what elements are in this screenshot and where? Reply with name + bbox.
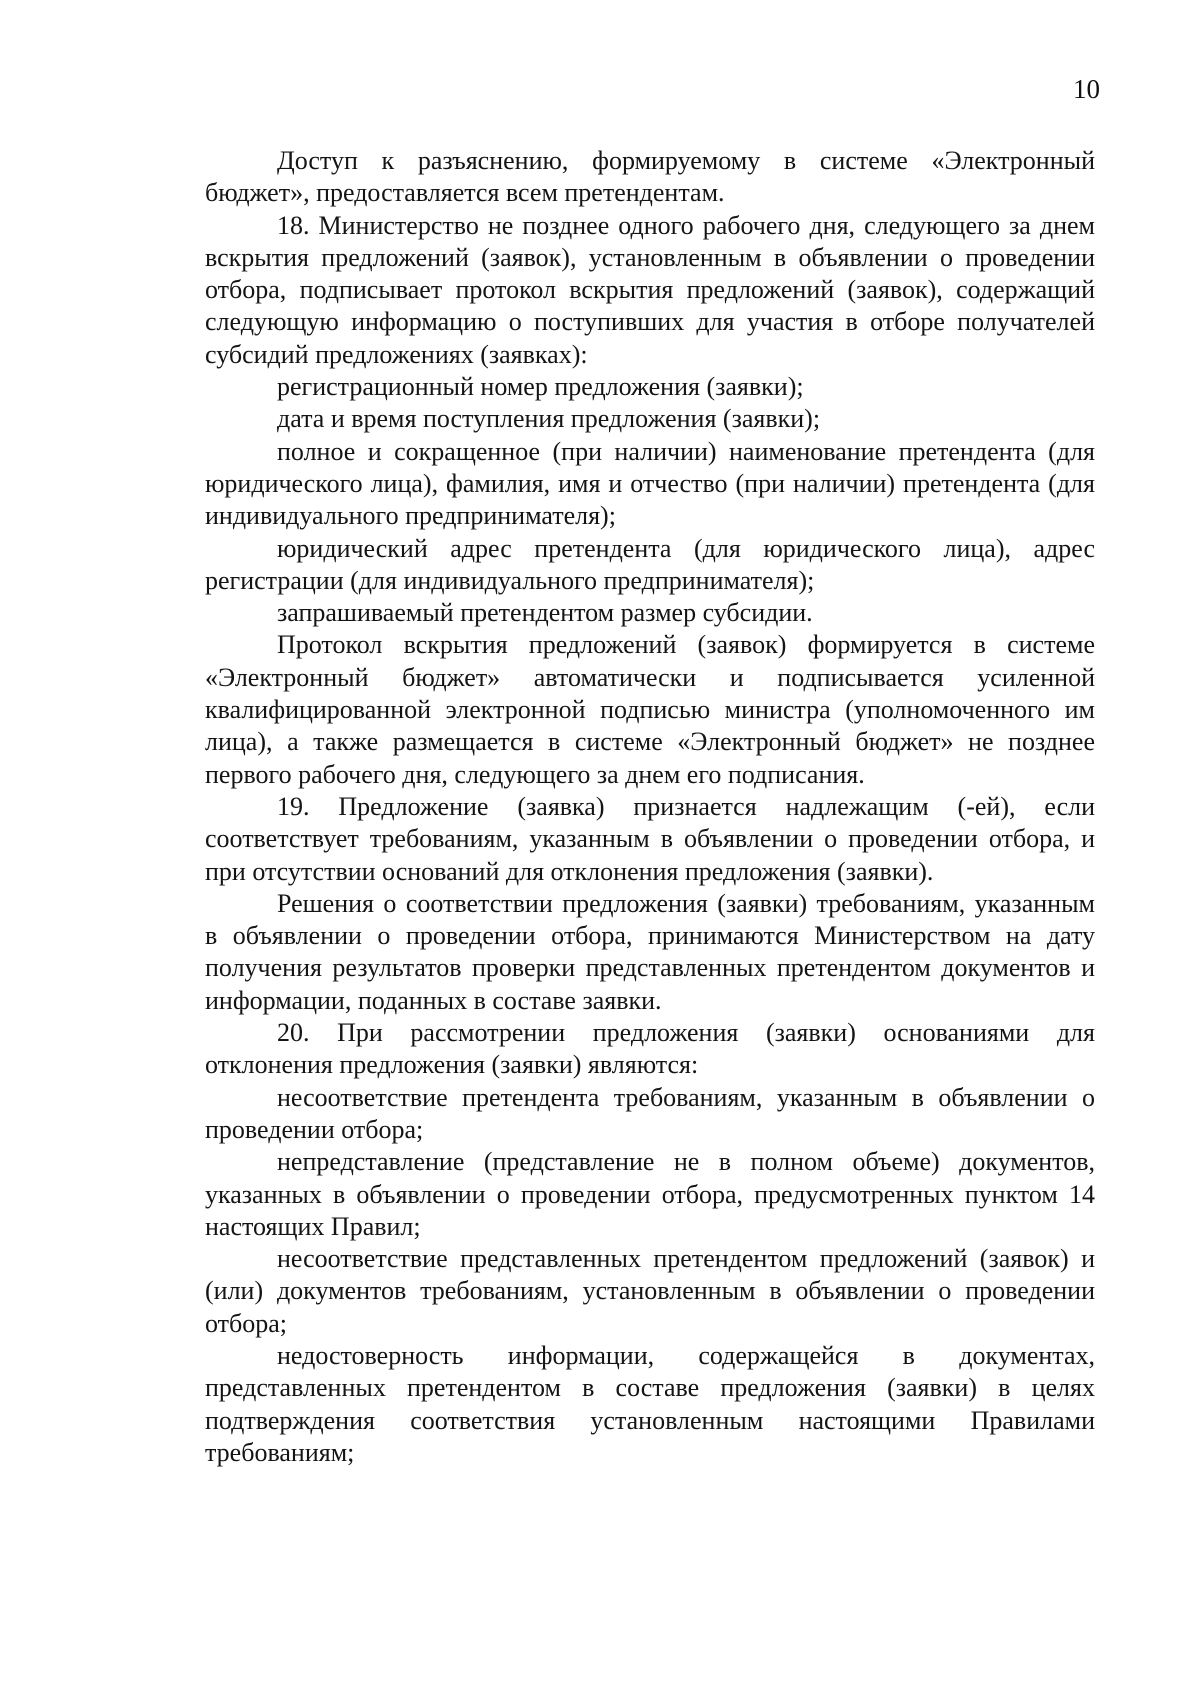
list-item-nonconformity-applicant: несоответствие претендента требованиям, указанным в объявлении о проведении отбора; <box>205 1082 1095 1144</box>
list-item-unreliable-information: недостоверность информации, содержащейся в документах, представленных претендентом в составе предложения (заявки) в целях подтверждения соответствия установленным настоящими Правилами требованиям; <box>205 1340 1095 1467</box>
paragraph-item-19: 19. Предложение (заявка) признается надлежащим (-ей), если соответствует требованиям, указанным в объявлении о проведении отбора, и при отсутствии оснований для отклонения предложения (заявки). <box>205 791 1095 886</box>
list-item-nonconformity-documents: несоответствие представленных претендентом предложений (заявок) и (или) документов требованиям, установленным в объявлении о проведении отбора; <box>205 1244 1095 1338</box>
list-item-date-time: дата и время поступления предложения (заявки); <box>277 404 821 434</box>
list-item-legal-address: юридический адрес претендента (для юридического лица), адрес регистрации (для индивидуального предпринимателя); <box>205 533 1095 595</box>
paragraph-item-20: 20. При рассмотрении предложения (заявки) основаниями для отклонения предложения (заявки) являются: <box>205 1018 1095 1080</box>
document-body <box>205 145 1095 1469</box>
page-number: 10 <box>1073 74 1100 104</box>
list-item-registration-number: регистрационный номер предложения (заявки); <box>277 372 804 402</box>
paragraph-item-18: 18. Министерство не позднее одного рабочего дня, следующего за днем вскрытия предложений (заявок), установленным в объявлении о проведении отбора, подписывает протокол вскрытия предложений (заявок), содержащий следующую информацию о поступивших для участия в отборе получателей субсидий предложениях (заявках): <box>205 210 1095 369</box>
paragraph-decisions: Решения о соответствии предложения (заявки) требованиям, указанным в объявлении о проведении отбора, принимаются Министерством на дату получения результатов проверки представленных претендентом документов и информации, поданных в составе заявки. <box>205 888 1095 1015</box>
list-item-applicant-name: полное и сокращенное (при наличии) наименование претендента (для юридического лица), фамилия, имя и отчество (при наличии) претендента (для индивидуального предпринимателя); <box>205 436 1095 531</box>
paragraph-protocol: Протокол вскрытия предложений (заявок) формируется в системе «Электронный бюджет» автоматически и подписывается усиленной квалифицированной электронной подписью министра (уполномоченного им лица), а также размещается в системе «Электронный бюджет» не позднее первого рабочего дня, следующего за днем его подписания. <box>205 630 1095 789</box>
list-item-subsidy-amount: запрашиваемый претендентом размер субсидии. <box>277 598 813 628</box>
list-item-documents-not-submitted: непредставление (представление не в полном объеме) документов, указанных в объявлении о проведении отбора, предусмотренных пунктом 14 настоящих Правил; <box>205 1147 1095 1241</box>
paragraph-access-clarification: Доступ к разъяснению, формируемому в системе «Электронный бюджет», предоставляется всем претендентам. <box>205 146 1095 208</box>
